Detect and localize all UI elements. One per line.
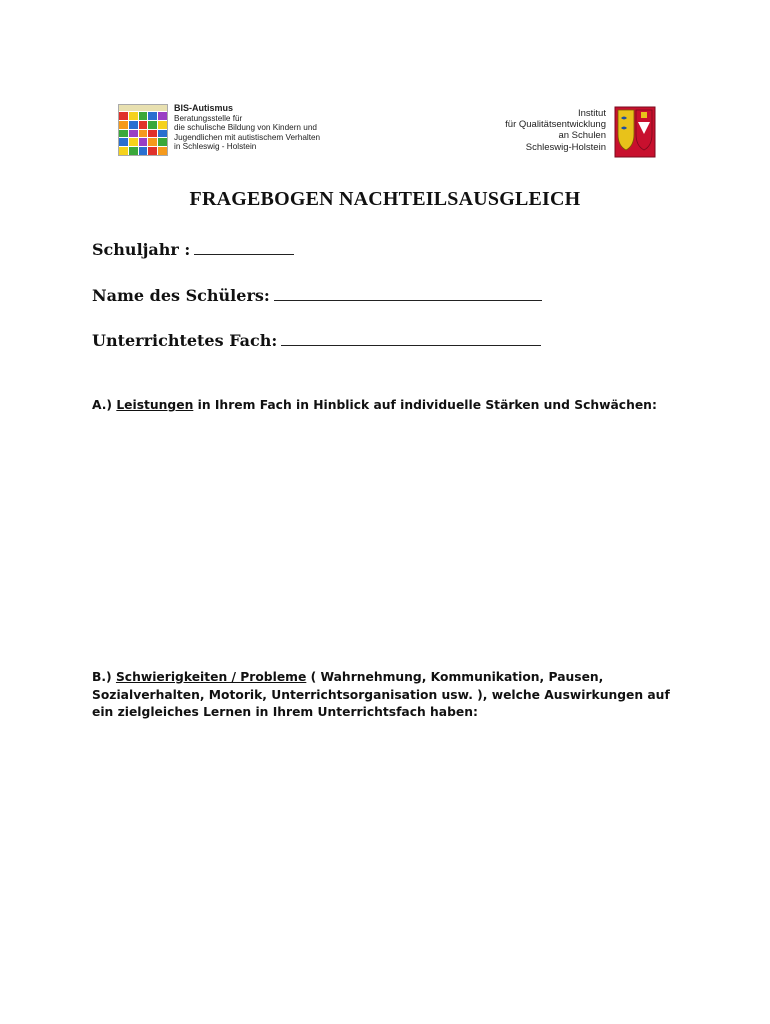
- bis-line: in Schleswig - Holstein: [174, 142, 257, 152]
- bis-autismus-text: [174, 104, 320, 152]
- form-title: FRAGEBOGEN NACHTEILSAUSGLEICH: [189, 188, 581, 210]
- bis-autismus-logo: [118, 104, 320, 156]
- bis-autismus-grid-logo-icon: [118, 104, 168, 156]
- iqsh-text: [505, 104, 606, 153]
- question-a-prefix: A.): [92, 398, 113, 412]
- fach-field: [92, 331, 541, 350]
- fach-input-line[interactable]: [281, 331, 541, 346]
- iqsh-line: für Qualitätsentwicklung: [505, 119, 606, 131]
- bis-line: die schulische Bildung von Kindern und: [174, 123, 317, 133]
- iqsh-line: an Schulen: [558, 130, 606, 142]
- schuljahr-field: [92, 240, 294, 259]
- iqsh-line: Institut: [578, 108, 606, 119]
- schleswig-holstein-crest-icon: [612, 104, 658, 160]
- bis-line: Jugendlichen mit autistischem Verhalten: [174, 132, 321, 142]
- question-b: [92, 669, 672, 722]
- iqsh-logo: [505, 104, 658, 160]
- bis-title: BIS-Autismus: [174, 103, 234, 113]
- iqsh-line: Schleswig-Holstein: [525, 141, 606, 153]
- bis-line: Beratungsstelle für: [174, 113, 243, 123]
- name-input-line[interactable]: [274, 286, 542, 301]
- question-a-text: in Ihrem Fach in Hinblick auf individuelle Stärken und Schwächen:: [197, 398, 657, 412]
- question-a-keyword: Leistungen: [116, 398, 194, 412]
- fach-label: Unterrichtetes Fach:: [92, 331, 278, 350]
- question-a: [92, 397, 682, 415]
- name-field: [92, 286, 542, 305]
- question-b-prefix: B.): [92, 670, 112, 684]
- name-label: Name des Schülers:: [92, 286, 270, 305]
- question-b-text: ( Wahrnehmung, Kommunikation, Pausen, Sozialverhalten, Motorik, Unterrichtsorganisation usw. ), welche Auswirkungen auf ein zielgleiches Lernen in Ihrem Unterrichtsfach haben:: [92, 670, 670, 719]
- schuljahr-input-line[interactable]: [194, 240, 294, 255]
- question-b-keyword: Schwierigkeiten / Probleme: [115, 670, 307, 684]
- schuljahr-label: Schuljahr :: [92, 240, 191, 259]
